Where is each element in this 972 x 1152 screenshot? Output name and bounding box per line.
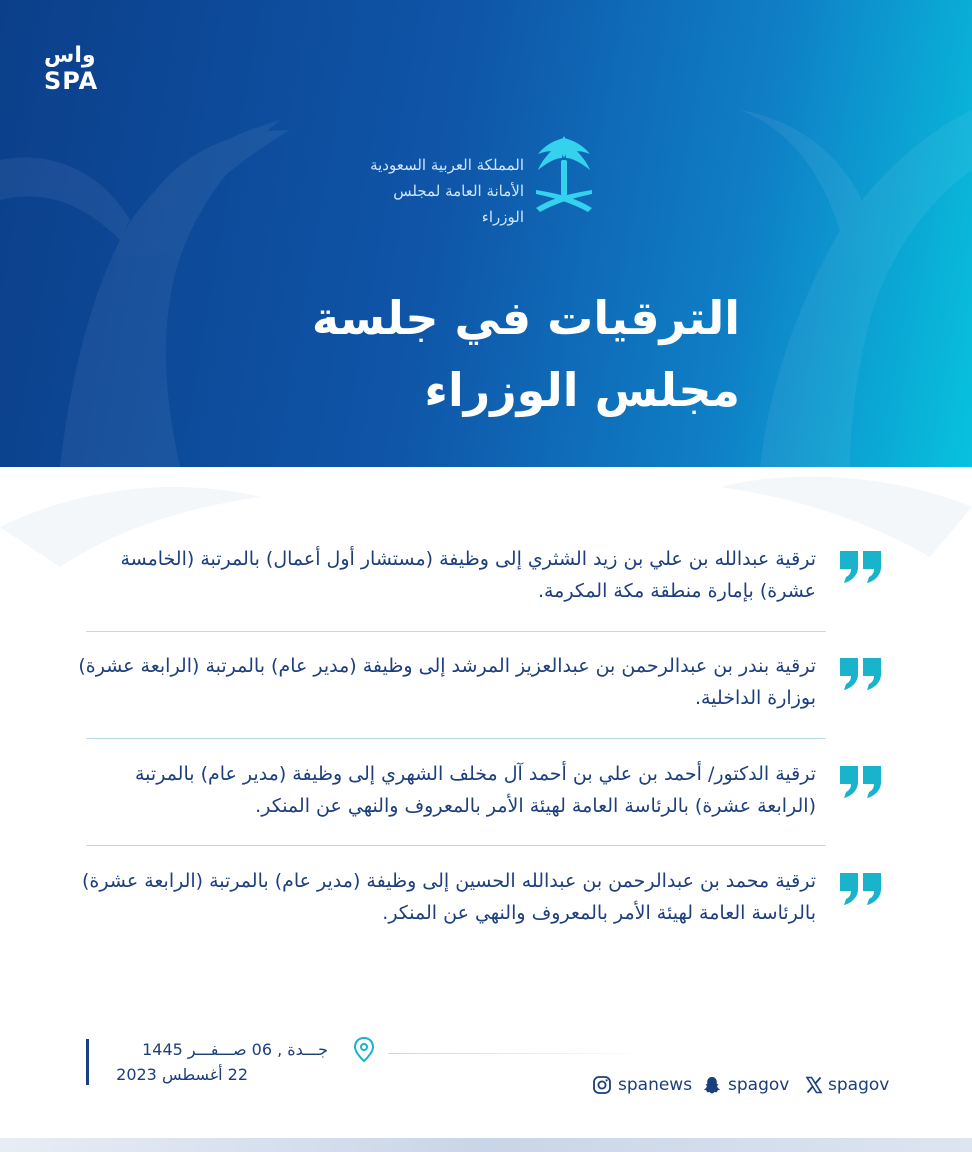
promotion-item xyxy=(80,543,886,635)
promotion-text: ترقية محمد بن عبدالرحمن بن عبدالله الحسين إلى وظيفة (مدير عام) بالمرتبة (الرابعة عشرة) بالرئاسة العامة لهيئة الأمر بالمعروف والنهي عن المنكر. xyxy=(82,870,816,924)
location-date xyxy=(86,1037,376,1087)
social-links xyxy=(592,1072,892,1098)
government-line-1: المملكة العربية السعودية xyxy=(370,156,524,174)
promotion-text: ترقية عبدالله بن علي بن زيد الشثري إلى وظيفة (مستشار أول أعمال) بالمرتبة (الخامسة عشرة) بإمارة منطقة مكة المكرمة. xyxy=(120,548,816,602)
bottom-strip xyxy=(0,1138,972,1152)
x-icon xyxy=(804,1075,824,1095)
logo-arabic: واس xyxy=(44,43,96,68)
social-x[interactable] xyxy=(804,1072,892,1098)
social-handle: spanews xyxy=(618,1075,693,1095)
location-line xyxy=(388,1053,648,1054)
header-banner xyxy=(0,0,972,467)
snapchat-icon xyxy=(702,1075,722,1095)
hijri-date: جـــدة , 06 صـــفـــر 1445 xyxy=(142,1040,328,1059)
instagram-icon xyxy=(592,1075,612,1095)
government-line-2: الأمانة العامة لمجلس الوزراء xyxy=(393,182,524,226)
promotion-text: ترقية بندر بن عبدالرحمن بن عبدالعزيز المرشد إلى وظيفة (مدير عام) بالمرتبة (الرابعة عشرة) بوزارة الداخلية. xyxy=(78,655,816,709)
promotion-item xyxy=(80,865,886,957)
date-accent-bar xyxy=(86,1039,89,1085)
quote-icon xyxy=(838,656,884,692)
social-snapchat[interactable] xyxy=(702,1072,798,1098)
location-pin-icon xyxy=(352,1036,376,1064)
divider xyxy=(86,738,826,739)
government-name xyxy=(364,152,524,230)
title-line-1: الترقيات في جلسة xyxy=(311,291,740,345)
quote-icon xyxy=(838,549,884,585)
social-handle: spagov xyxy=(728,1075,790,1095)
promotion-item xyxy=(80,758,886,850)
divider xyxy=(86,631,826,632)
social-instagram[interactable] xyxy=(592,1072,702,1098)
logo-latin: SPA xyxy=(44,67,99,95)
spa-logo xyxy=(44,44,118,98)
gregorian-date: 22 أغسطس 2023 xyxy=(116,1065,248,1084)
social-handle: spagov xyxy=(828,1075,890,1095)
promotion-item xyxy=(80,650,886,742)
title-line-2: مجلس الوزراء xyxy=(424,363,740,417)
promotion-text: ترقية الدكتور/ أحمد بن علي بن أحمد آل مخلف الشهري إلى وظيفة (مدير عام) بالمرتبة (الرابعة عشرة) بالرئاسة العامة لهيئة الأمر بالمعروف والنهي عن المنكر. xyxy=(135,763,816,817)
saudi-emblem-icon xyxy=(532,134,596,216)
quote-icon xyxy=(838,871,884,907)
divider xyxy=(86,845,826,846)
quote-icon xyxy=(838,764,884,800)
page-title xyxy=(220,282,740,426)
